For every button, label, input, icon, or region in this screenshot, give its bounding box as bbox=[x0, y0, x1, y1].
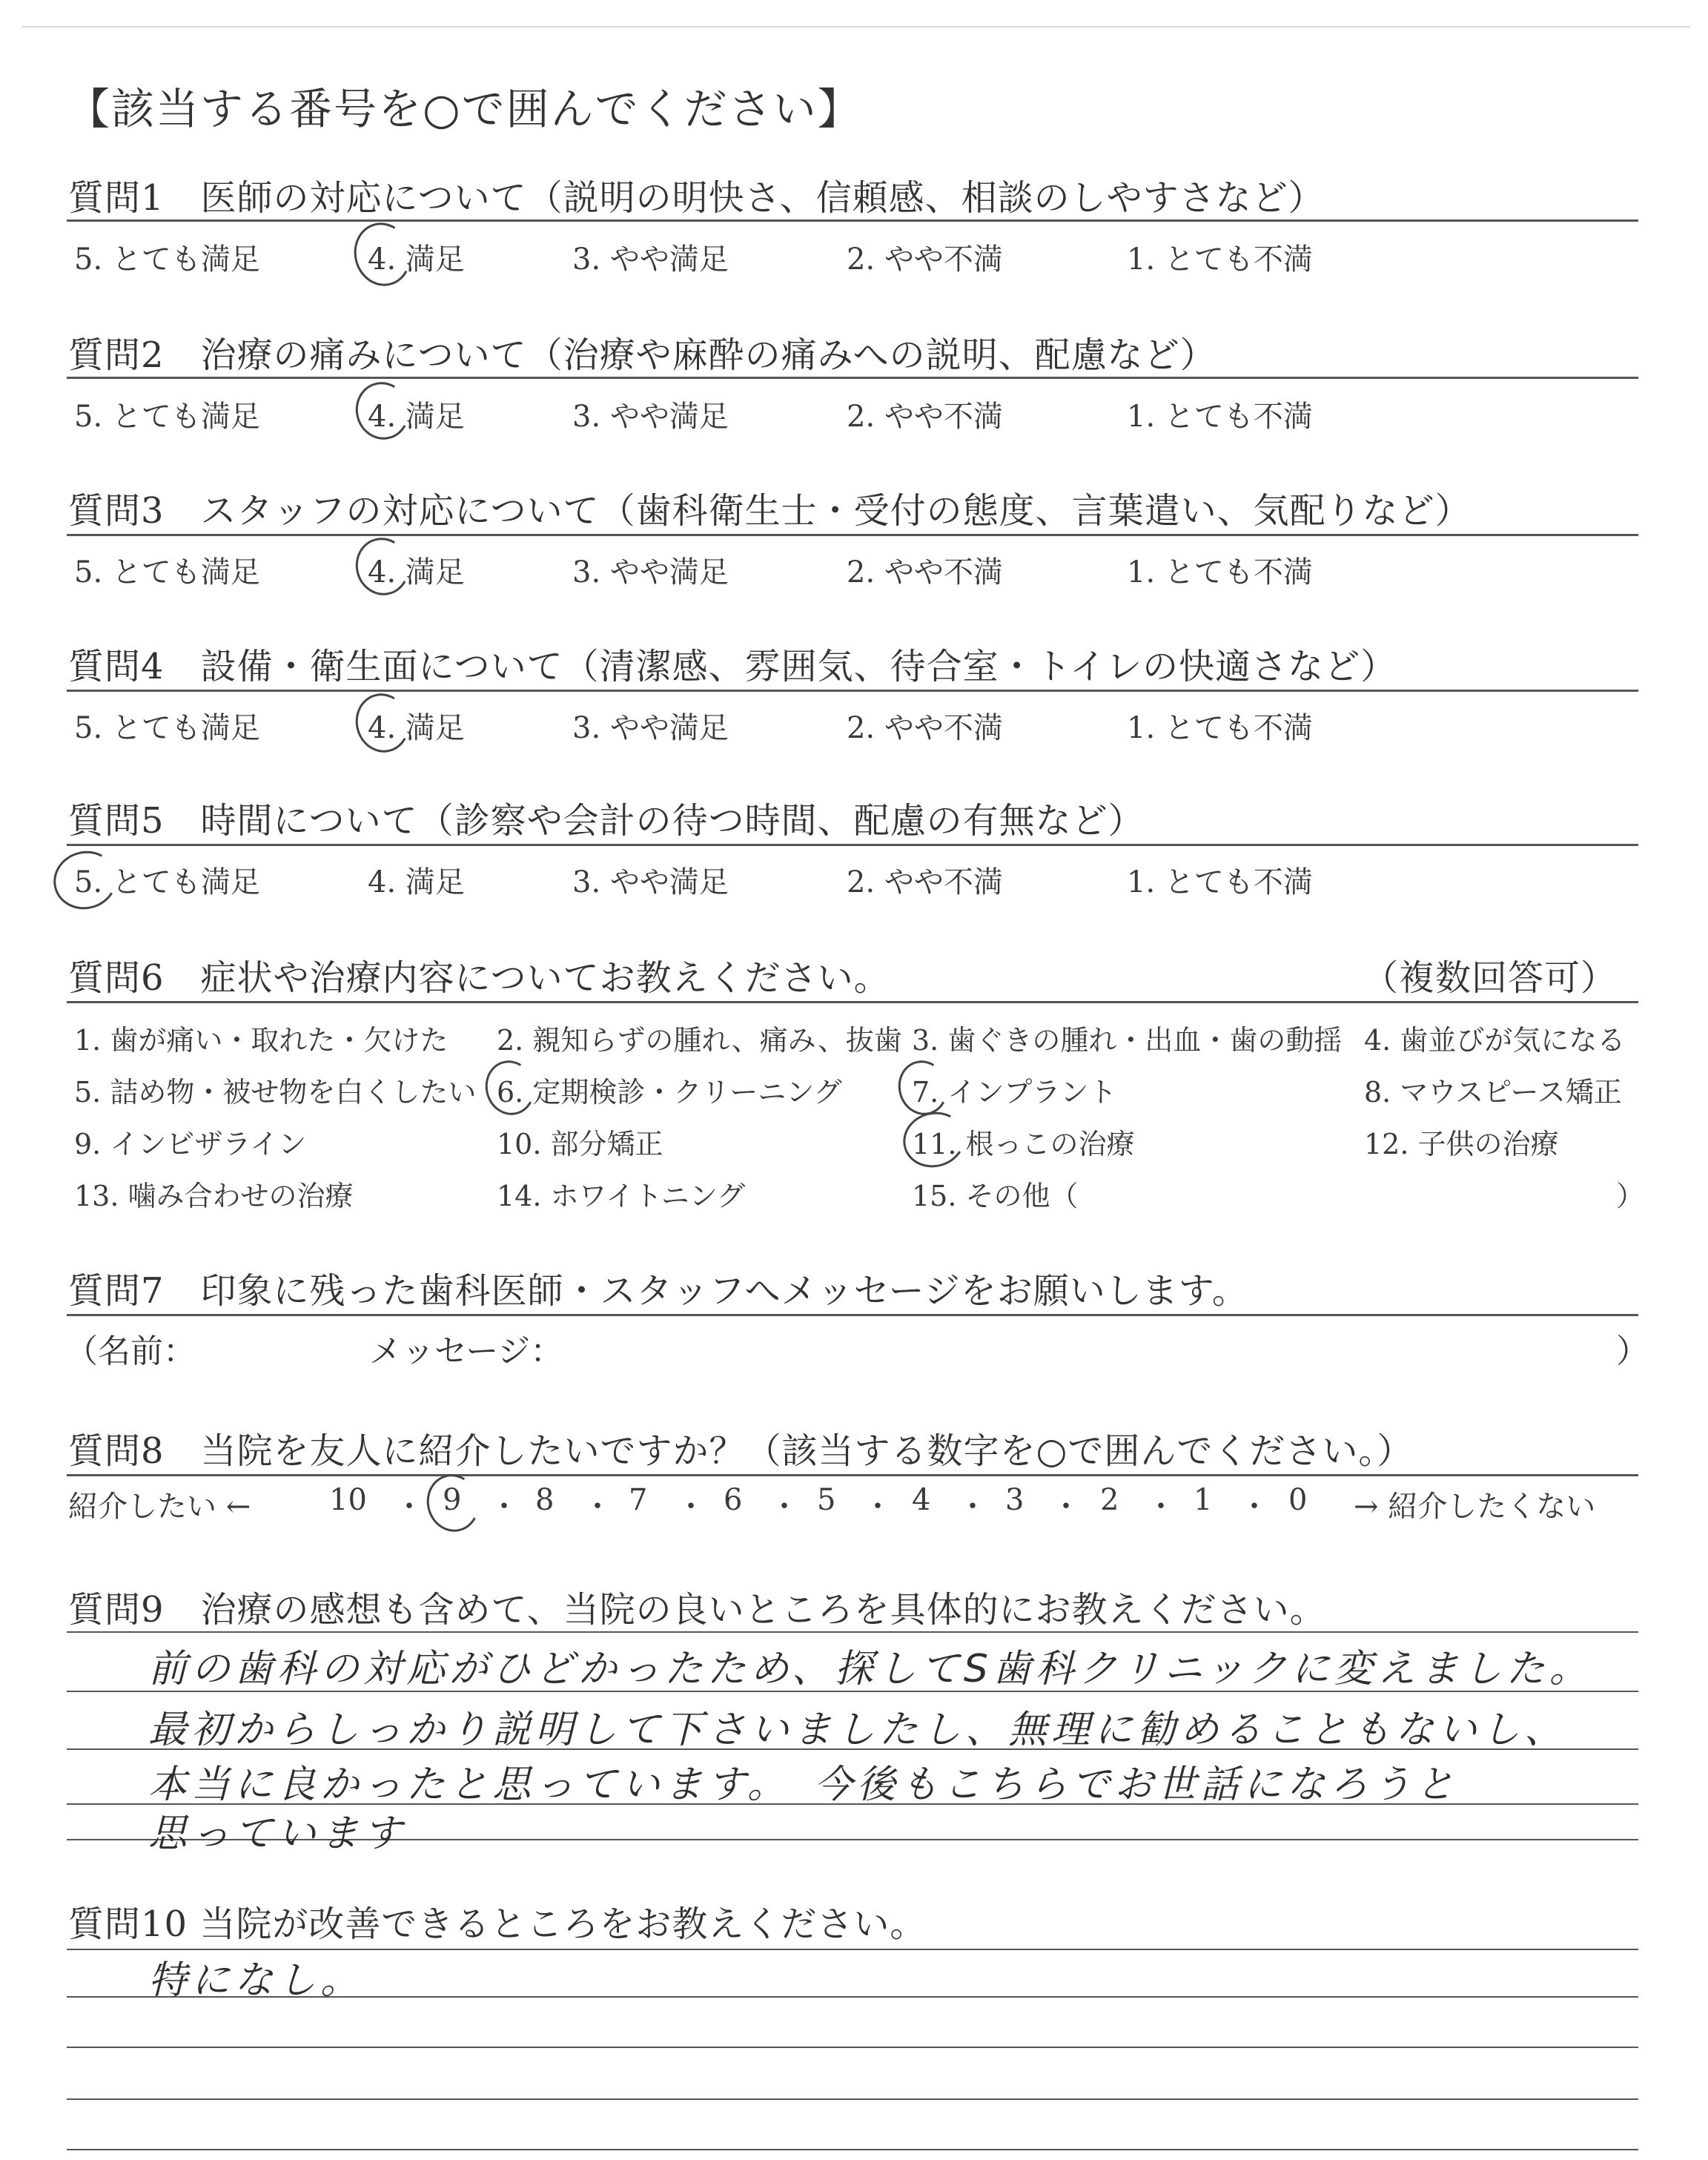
q6-title: 質問6 症状や治療内容についてお教えください。 bbox=[68, 957, 890, 999]
q5-selection-circle bbox=[47, 844, 123, 916]
q6-option-15[interactable]: 15. その他（ bbox=[912, 1180, 1079, 1212]
q7-close-paren: ） bbox=[1616, 1332, 1649, 1370]
q2-option-4[interactable]: 4. 満足 bbox=[368, 400, 465, 434]
q8-left-label: 紹介したい ← bbox=[68, 1490, 251, 1524]
q8-scale-dot: ・ bbox=[1239, 1490, 1269, 1524]
q8-scale-8[interactable]: 8 bbox=[535, 1483, 555, 1517]
q2-option-2[interactable]: 2. やや不満 bbox=[847, 400, 1003, 434]
q5-option-4[interactable]: 4. 満足 bbox=[368, 865, 465, 899]
q8-scale-dot: ・ bbox=[583, 1490, 612, 1524]
q4-option-2[interactable]: 2. やや不満 bbox=[847, 711, 1003, 745]
q2-option-3[interactable]: 3. やや満足 bbox=[572, 400, 729, 434]
q10-line-4 bbox=[67, 2098, 1638, 2100]
q6-selection-circle-11 bbox=[897, 1105, 971, 1174]
q4-option-4[interactable]: 4. 満足 bbox=[368, 711, 465, 745]
instruction-heading: 【該当する番号を○で囲んでください】 bbox=[67, 84, 862, 134]
q8-scale-3[interactable]: 3 bbox=[1005, 1483, 1025, 1517]
q3-option-4[interactable]: 4. 満足 bbox=[368, 555, 465, 589]
q5-option-3[interactable]: 3. やや満足 bbox=[572, 865, 729, 899]
q6-option-2[interactable]: 2. 親知らずの腫れ、痛み、抜歯 bbox=[497, 1024, 902, 1057]
q8-scale-5[interactable]: 5 bbox=[817, 1483, 836, 1517]
q1-option-3[interactable]: 3. やや満足 bbox=[572, 242, 729, 277]
q1-selection-circle bbox=[347, 217, 418, 293]
q2-title: 質問2 治療の痛みについて（治療や麻酔の痛みへの説明、配慮など） bbox=[68, 334, 1217, 376]
q3-option-2[interactable]: 2. やや不満 bbox=[847, 555, 1003, 589]
q8-rule bbox=[67, 1474, 1638, 1476]
q3-option-5[interactable]: 5. とても満足 bbox=[74, 555, 260, 589]
q6-option-12[interactable]: 12. 子供の治療 bbox=[1364, 1128, 1559, 1160]
q6-option-11[interactable]: 11. 根っこの治療 bbox=[912, 1128, 1135, 1160]
q1-option-4[interactable]: 4. 満足 bbox=[368, 242, 465, 277]
q8-scale-dot: ・ bbox=[676, 1490, 706, 1524]
q4-title: 質問4 設備・衛生面について（清潔感、雰囲気、待合室・トイレの快適さなど） bbox=[68, 646, 1397, 687]
q8-scale-9[interactable]: 9 bbox=[443, 1483, 462, 1517]
q9-handwritten-line-4: 思っています bbox=[148, 1811, 407, 1856]
q4-selection-circle bbox=[349, 687, 416, 759]
q2-option-1[interactable]: 1. とても不満 bbox=[1127, 400, 1313, 434]
q4-option-5[interactable]: 5. とても満足 bbox=[74, 711, 260, 745]
q8-scale-dot: ・ bbox=[769, 1490, 799, 1524]
q6-option-13[interactable]: 13. 噛み合わせの治療 bbox=[74, 1180, 354, 1212]
q6-option-8[interactable]: 8. マウスピース矯正 bbox=[1364, 1076, 1622, 1109]
q8-scale-4[interactable]: 4 bbox=[912, 1483, 931, 1517]
q8-scale-dot: ・ bbox=[958, 1490, 987, 1524]
q3-title: 質問3 スタッフの対応について（歯科衛生士・受付の態度、言葉遣い、気配りなど） bbox=[68, 490, 1472, 532]
q8-scale-10[interactable]: 10 bbox=[329, 1483, 367, 1517]
q6-other-close-paren: ） bbox=[1616, 1180, 1645, 1212]
q6-selection-circle-7 bbox=[893, 1055, 954, 1121]
q7-message-label: メッセージ： bbox=[369, 1332, 563, 1370]
q6-option-6[interactable]: 6. 定期検診・クリーニング bbox=[497, 1076, 842, 1109]
q8-right-label: → 紹介したくない bbox=[1354, 1490, 1596, 1524]
q4-option-1[interactable]: 1. とても不満 bbox=[1127, 711, 1313, 745]
q10-handwritten-line-1: 特になし。 bbox=[148, 1958, 364, 2003]
q9-handwritten-line-3: 本当に良かったと思っています。 今後もこちらでお世話になろうと bbox=[148, 1763, 1459, 1807]
q7-rule bbox=[67, 1314, 1638, 1316]
q1-option-1[interactable]: 1. とても不満 bbox=[1127, 242, 1313, 277]
q9-title: 質問9 治療の感想も含めて、当院の良いところを具体的にお教えください。 bbox=[68, 1589, 1326, 1631]
q8-scale-dot: ・ bbox=[394, 1490, 424, 1524]
q9-line-1 bbox=[67, 1631, 1638, 1633]
q10-line-3 bbox=[67, 2047, 1638, 2048]
q8-scale-dot: ・ bbox=[1146, 1490, 1176, 1524]
q10-line-5 bbox=[67, 2149, 1638, 2150]
q6-rule bbox=[67, 1001, 1638, 1003]
q8-selection-circle bbox=[420, 1468, 486, 1537]
q3-option-3[interactable]: 3. やや満足 bbox=[572, 555, 729, 589]
q6-option-7[interactable]: 7. インプラント bbox=[912, 1076, 1117, 1109]
q2-rule bbox=[67, 377, 1638, 379]
q6-selection-circle-6 bbox=[480, 1055, 541, 1121]
q7-title: 質問7 印象に残った歯科医師・スタッフへメッセージをお願いします。 bbox=[68, 1270, 1248, 1312]
q6-option-5[interactable]: 5. 詰め物・被せ物を白くしたい bbox=[74, 1076, 477, 1109]
q4-rule bbox=[67, 690, 1638, 692]
q6-option-10[interactable]: 10. 部分矯正 bbox=[497, 1128, 663, 1160]
q5-rule bbox=[67, 844, 1638, 846]
q3-option-1[interactable]: 1. とても不満 bbox=[1127, 555, 1313, 589]
q8-scale-7[interactable]: 7 bbox=[629, 1483, 648, 1517]
q8-scale-6[interactable]: 6 bbox=[724, 1483, 743, 1517]
q1-option-5[interactable]: 5. とても満足 bbox=[74, 242, 260, 277]
q8-scale-0[interactable]: 0 bbox=[1288, 1483, 1308, 1517]
q1-rule bbox=[67, 219, 1638, 222]
q4-option-3[interactable]: 3. やや満足 bbox=[572, 711, 729, 745]
q7-name-label: （名前： bbox=[65, 1332, 196, 1370]
q2-option-5[interactable]: 5. とても満足 bbox=[74, 400, 260, 434]
q8-scale-2[interactable]: 2 bbox=[1100, 1483, 1119, 1517]
q1-option-2[interactable]: 2. やや不満 bbox=[847, 242, 1003, 277]
q5-title: 質問5 時間について（診察や会計の待つ時間、配慮の有無など） bbox=[68, 800, 1145, 842]
q10-title: 質問10 当院が改善できるところをお教えください。 bbox=[68, 1903, 927, 1945]
q9-handwritten-line-1: 前の歯科の対応がひどかったため、探してS歯科クリニックに変えました。 bbox=[148, 1647, 1592, 1691]
q6-multiple-note: （複数回答可） bbox=[1363, 957, 1618, 999]
q6-option-9[interactable]: 9. インビザライン bbox=[74, 1128, 307, 1160]
q8-scale-1[interactable]: 1 bbox=[1194, 1483, 1213, 1517]
q6-option-1[interactable]: 1. 歯が痛い・取れた・欠けた bbox=[74, 1024, 448, 1057]
q6-option-3[interactable]: 3. 歯ぐきの腫れ・出血・歯の動揺 bbox=[912, 1024, 1343, 1057]
q1-title: 質問1 医師の対応について（説明の明快さ、信頼感、相談のしやすさなど） bbox=[68, 177, 1325, 219]
q8-scale-dot: ・ bbox=[863, 1490, 893, 1524]
page-top-edge bbox=[22, 26, 1690, 27]
q6-option-4[interactable]: 4. 歯並びが気になる bbox=[1364, 1024, 1626, 1057]
q8-title: 質問8 当院を友人に紹介したいですか？（該当する数字を○で囲んでください。） bbox=[68, 1430, 1414, 1472]
q8-scale-dot: ・ bbox=[1051, 1490, 1081, 1524]
q3-rule bbox=[67, 534, 1638, 536]
q5-option-1[interactable]: 1. とても不満 bbox=[1127, 865, 1313, 899]
q8-scale-dot: ・ bbox=[489, 1490, 519, 1524]
q6-option-14[interactable]: 14. ホワイトニング bbox=[497, 1180, 746, 1212]
q9-handwritten-line-2: 最初からしっかり説明して下さいましたし、無理に勧めることもないし、 bbox=[148, 1708, 1568, 1752]
q5-option-2[interactable]: 2. やや不満 bbox=[847, 865, 1003, 899]
q5-option-5[interactable]: 5. とても満足 bbox=[74, 865, 260, 899]
